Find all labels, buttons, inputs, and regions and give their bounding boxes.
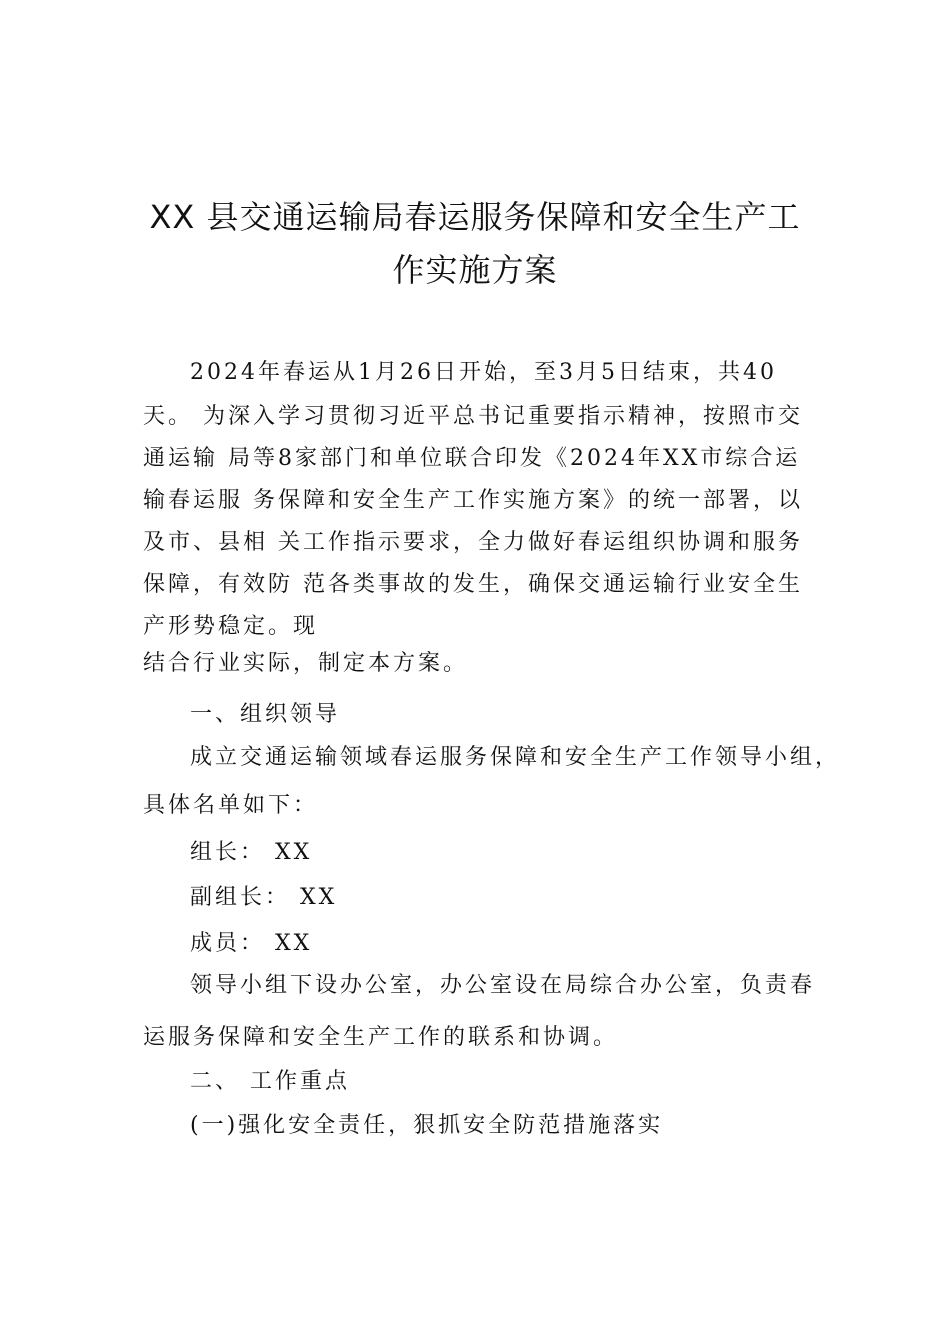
intro-line-5: 及市、县相 关工作指示要求，全力做好春运组织协调和服务 <box>143 530 803 555</box>
intro-line-2: 天。 为深入学习贯彻习近平总书记重要指示精神，按照市交 <box>143 404 803 429</box>
deputy-leader-line: 副组长： XX <box>190 885 338 910</box>
intro-line-3: 通运输 局等8家部门和单位联合印发《2024年XX市综合运 <box>143 446 801 471</box>
intro-line-8: 结合行业实际，制定本方案。 <box>143 651 469 676</box>
leader-line: 组长： XX <box>190 840 313 865</box>
intro-line-6: 保障，有效防 范各类事故的发生，确保交通运输行业安全生 <box>143 572 803 597</box>
section-2-heading: 二、 工作重点 <box>190 1069 350 1094</box>
intro-line-4: 输春运服 务保障和安全生产工作实施方案》的统一部署，以 <box>143 488 803 513</box>
document-title-line-2: 作实施方案 <box>392 251 558 289</box>
section-1-para-line-1: 成立交通运输领域春运服务保障和安全生产工作领导小组， <box>190 745 841 770</box>
intro-line-7: 产形势稳定。现 <box>143 614 319 639</box>
document-title-line-1: XX 县交通运输局春运服务保障和安全生产工 <box>149 198 801 236</box>
office-para-line-2: 运服务保障和安全生产工作的联系和协调。 <box>143 1025 619 1050</box>
intro-line-1: 2024年春运从1月26日开始，至3月5日结束，共40 <box>190 360 777 385</box>
members-line: 成员： XX <box>190 931 313 956</box>
subsection-1-heading: (一)强化安全责任，狠抓安全防范措施落实 <box>190 1113 664 1138</box>
section-1-heading: 一、组织领导 <box>190 702 341 727</box>
section-1-para-line-2: 具体名单如下： <box>143 793 319 818</box>
office-para-line-1: 领导小组下设办公室，办公室设在局综合办公室，负责春 <box>190 973 816 998</box>
